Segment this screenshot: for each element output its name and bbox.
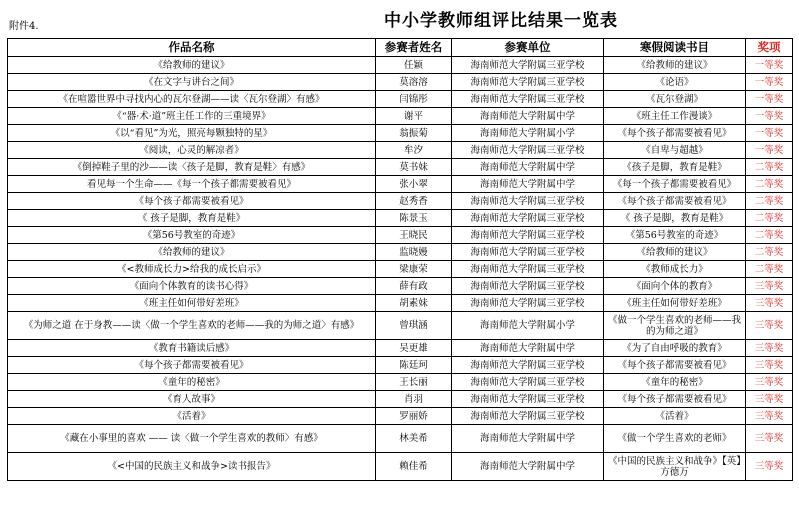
cell-award: 一等奖 <box>746 142 793 159</box>
cell-unit: 海南师范大学附属三亚学校 <box>452 193 604 210</box>
cell-award: 二等奖 <box>746 210 793 227</box>
table-row <box>8 261 793 278</box>
cell-book: 《每个孩子都需要被看见》 <box>604 391 746 408</box>
table-row <box>8 425 793 453</box>
cell-work: 《<教师成长力>给我的成长启示》 <box>8 261 376 278</box>
cell-book: 《活着》 <box>604 408 746 425</box>
cell-unit: 海南师范大学附属三亚学校 <box>452 227 604 244</box>
cell-book: 《面向个体的教育》 <box>604 278 746 295</box>
cell-unit: 海南师范大学附属三亚学校 <box>452 74 604 91</box>
table-row <box>8 295 793 312</box>
cell-book: 《班主任如何带好差班》 <box>604 295 746 312</box>
cell-unit: 海南师范大学附属中学 <box>452 425 604 453</box>
cell-work: 《每个孩子都需要被看见》 <box>8 357 376 374</box>
table-row <box>8 210 793 227</box>
cell-name: 肖羽 <box>376 391 452 408</box>
col-header-work: 作品名称 <box>8 39 376 57</box>
cell-name: 牟汐 <box>376 142 452 159</box>
cell-award: 三等奖 <box>746 374 793 391</box>
cell-work: 《童年的秘密》 <box>8 374 376 391</box>
cell-book: 《中国的民族主义和战争》【英】方德万 <box>604 453 746 481</box>
cell-award: 三等奖 <box>746 340 793 357</box>
cell-work: 《育人故事》 <box>8 391 376 408</box>
cell-unit: 海南师范大学附属三亚学校 <box>452 261 604 278</box>
cell-name: 王长丽 <box>376 374 452 391</box>
table-row <box>8 57 793 74</box>
cell-work: 《“器·术·道”班主任工作的三重境界》 <box>8 108 376 125</box>
cell-name: 吴更雄 <box>376 340 452 357</box>
cell-award: 一等奖 <box>746 125 793 142</box>
cell-work: 《教育书籍读后感》 <box>8 340 376 357</box>
cell-work: 《给教师的建议》 <box>8 57 376 74</box>
table-row <box>8 312 793 340</box>
cell-award: 二等奖 <box>746 227 793 244</box>
cell-name: 赖佳希 <box>376 453 452 481</box>
col-header-book: 寒假阅读书目 <box>604 39 746 57</box>
table-row <box>8 244 793 261</box>
table-row <box>8 91 793 108</box>
cell-name: 陈廷珂 <box>376 357 452 374</box>
cell-name: 王晓民 <box>376 227 452 244</box>
cell-award: 一等奖 <box>746 91 793 108</box>
cell-work: 《每个孩子都需要被看见》 <box>8 193 376 210</box>
cell-work: 《阅读，心灵的解凉者》 <box>8 142 376 159</box>
cell-award: 三等奖 <box>746 391 793 408</box>
cell-work: 《为师之道 在于身教——读〈做一个学生喜欢的老师——我的为师之道〉有感》 <box>8 312 376 340</box>
cell-work: 《活着》 <box>8 408 376 425</box>
cell-unit: 海南师范大学附属三亚学校 <box>452 244 604 261</box>
cell-award: 二等奖 <box>746 261 793 278</box>
cell-unit: 海南师范大学附属三亚学校 <box>452 295 604 312</box>
col-header-unit: 参赛单位 <box>452 39 604 57</box>
cell-unit: 海南师范大学附属中学 <box>452 453 604 481</box>
cell-unit: 海南师范大学附属中学 <box>452 340 604 357</box>
col-header-name: 参赛者姓名 <box>376 39 452 57</box>
cell-unit: 海南师范大学附属三亚学校 <box>452 142 604 159</box>
cell-work: 《面向个体教育的读书心得》 <box>8 278 376 295</box>
cell-name: 胡素妹 <box>376 295 452 312</box>
cell-name: 张小翠 <box>376 176 452 193</box>
cell-unit: 海南师范大学附属中学 <box>452 108 604 125</box>
cell-work: 《第56号教室的奇迹》 <box>8 227 376 244</box>
table-row <box>8 408 793 425</box>
cell-award: 三等奖 <box>746 408 793 425</box>
cell-book: 《给教师的建议》 <box>604 57 746 74</box>
cell-unit: 海南师范大学附属三亚学校 <box>452 210 604 227</box>
cell-award: 三等奖 <box>746 278 793 295</box>
cell-work: 《藏在小事里的喜欢 —— 读〈做一个学生喜欢的教师〉有感》 <box>8 425 376 453</box>
table-row <box>8 340 793 357</box>
cell-work: 《以“看见”为光，照亮每颗独特的星》 <box>8 125 376 142</box>
cell-name: 莫书妹 <box>376 159 452 176</box>
cell-book: 《每个孩子都需要被看见》 <box>604 357 746 374</box>
cell-name: 赵秀香 <box>376 193 452 210</box>
cell-award: 三等奖 <box>746 425 793 453</box>
cell-unit: 海南师范大学附属三亚学校 <box>452 357 604 374</box>
cell-book: 《做一个学生喜欢的老师》 <box>604 425 746 453</box>
table-row <box>8 176 793 193</box>
cell-work: 《<中国的民族主义和战争>读书报告》 <box>8 453 376 481</box>
cell-book: 《做一个学生喜欢的老师——我的为师之道》 <box>604 312 746 340</box>
table-row <box>8 159 793 176</box>
cell-book: 《自卑与超越》 <box>604 142 746 159</box>
cell-work: 《在文字与讲台之间》 <box>8 74 376 91</box>
cell-name: 罗丽娇 <box>376 408 452 425</box>
cell-award: 一等奖 <box>746 57 793 74</box>
cell-award: 二等奖 <box>746 244 793 261</box>
cell-unit: 海南师范大学附属小学 <box>452 125 604 142</box>
cell-name: 莫溶溶 <box>376 74 452 91</box>
cell-name: 监晓嫚 <box>376 244 452 261</box>
table-row <box>8 227 793 244</box>
cell-award: 二等奖 <box>746 176 793 193</box>
cell-unit: 海南师范大学附属中学 <box>452 176 604 193</box>
cell-name: 薛有政 <box>376 278 452 295</box>
table-row <box>8 125 793 142</box>
cell-book: 《为了自由呼吸的教育》 <box>604 340 746 357</box>
cell-book: 《给教师的建议》 <box>604 244 746 261</box>
cell-unit: 海南师范大学附属三亚学校 <box>452 57 604 74</box>
cell-work: 《倒掉鞋子里的沙——读〈孩子是脚，教育是鞋〉有感》 <box>8 159 376 176</box>
cell-name: 林美希 <box>376 425 452 453</box>
cell-award: 三等奖 <box>746 312 793 340</box>
cell-unit: 海南师范大学附属中学 <box>452 159 604 176</box>
cell-work: 《 孩子是脚，教育是鞋》 <box>8 210 376 227</box>
cell-book: 《每个孩子都需要被看见》 <box>604 125 746 142</box>
cell-book: 《教师成长力》 <box>604 261 746 278</box>
cell-name: 闫锦彤 <box>376 91 452 108</box>
cell-work: 《班主任如何带好差班》 <box>8 295 376 312</box>
cell-work: 《给教师的建议》 <box>8 244 376 261</box>
table-row <box>8 357 793 374</box>
table-row <box>8 453 793 481</box>
cell-unit: 海南师范大学附属三亚学校 <box>452 374 604 391</box>
cell-book: 《童年的秘密》 <box>604 374 746 391</box>
table-row <box>8 391 793 408</box>
col-header-award: 奖项 <box>746 39 793 57</box>
table-row <box>8 374 793 391</box>
cell-unit: 海南师范大学附属三亚学校 <box>452 391 604 408</box>
cell-work: 《在喧嚣世界中寻找内心的瓦尔登湖——读〈瓦尔登湖〉有感》 <box>8 91 376 108</box>
cell-award: 三等奖 <box>746 295 793 312</box>
table-header-row <box>8 39 793 57</box>
cell-work: 看见每一个生命——《每一个孩子都需要被看见》 <box>8 176 376 193</box>
table-row <box>8 142 793 159</box>
cell-award: 三等奖 <box>746 357 793 374</box>
cell-book: 《论语》 <box>604 74 746 91</box>
cell-book: 《第56号教室的奇迹》 <box>604 227 746 244</box>
cell-book: 《瓦尔登湖》 <box>604 91 746 108</box>
cell-name: 任颖 <box>376 57 452 74</box>
cell-name: 曾琪涵 <box>376 312 452 340</box>
cell-award: 一等奖 <box>746 74 793 91</box>
cell-name: 谢平 <box>376 108 452 125</box>
cell-book: 《班主任工作漫谈》 <box>604 108 746 125</box>
table-row <box>8 108 793 125</box>
results-table <box>7 38 793 481</box>
cell-name: 梁康荣 <box>376 261 452 278</box>
cell-unit: 海南师范大学附属小学 <box>452 312 604 340</box>
attachment-label: 附件4. <box>9 21 39 32</box>
cell-award: 二等奖 <box>746 159 793 176</box>
cell-book: 《每一个孩子都需要被看见》 <box>604 176 746 193</box>
cell-unit: 海南师范大学附属三亚学校 <box>452 91 604 108</box>
table-row <box>8 193 793 210</box>
cell-unit: 海南师范大学附属三亚学校 <box>452 278 604 295</box>
cell-award: 二等奖 <box>746 193 793 210</box>
cell-name: 陈景玉 <box>376 210 452 227</box>
table-row <box>8 74 793 91</box>
cell-book: 《 孩子是脚，教育是鞋》 <box>604 210 746 227</box>
table-row <box>8 278 793 295</box>
cell-book: 《每个孩子都需要被看见》 <box>604 193 746 210</box>
cell-award: 一等奖 <box>746 108 793 125</box>
cell-book: 《孩子是脚，教育是鞋》 <box>604 159 746 176</box>
cell-unit: 海南师范大学附属三亚学校 <box>452 408 604 425</box>
cell-award: 三等奖 <box>746 453 793 481</box>
cell-name: 翁振菊 <box>376 125 452 142</box>
page-title: 中小学教师组评比结果一览表 <box>384 11 618 31</box>
